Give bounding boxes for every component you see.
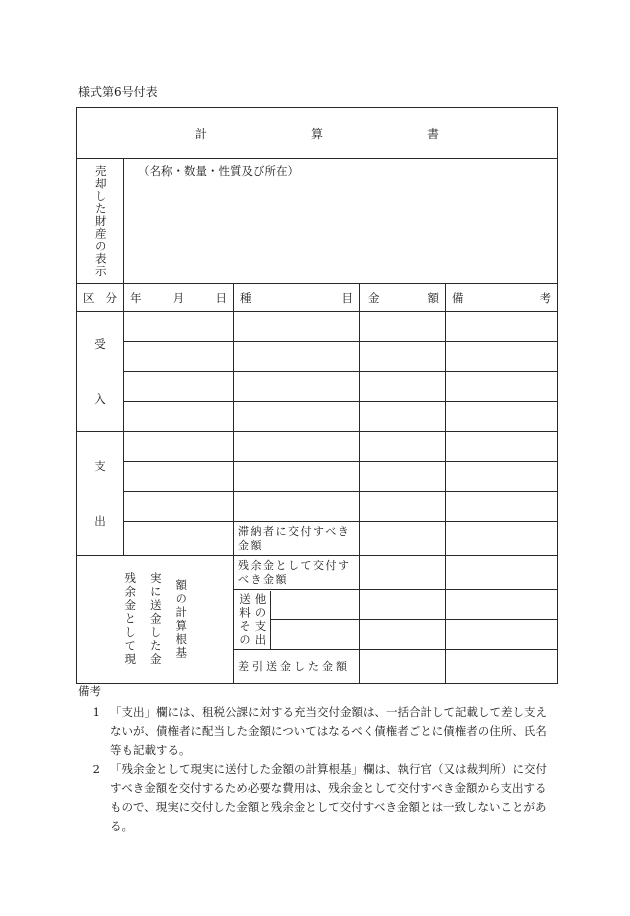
note-number: 2 <box>92 762 100 776</box>
header-date: 年 月 日 <box>124 284 234 312</box>
income-date-cell[interactable] <box>124 342 234 372</box>
income-remarks-cell[interactable] <box>446 402 558 432</box>
income-date-cell[interactable] <box>124 312 234 342</box>
net-amount-cell[interactable] <box>360 650 446 684</box>
expense-date-cell[interactable] <box>124 522 234 556</box>
title-char-2: 算 <box>311 126 324 141</box>
note-text: 「支出」欄には、租税公課に対する充当交付金額は、一括合計して記載して差し支えないが、債権者に配当した金額についてはなるべく債権者ごとに債権者の住所、氏名等も記載する。 <box>110 705 547 757</box>
income-remarks-cell[interactable] <box>446 372 558 402</box>
header-amount: 金 額 <box>360 284 446 312</box>
income-item-cell[interactable] <box>234 342 360 372</box>
surplus-remarks-cell[interactable] <box>446 556 558 590</box>
fee-remarks-cell-1[interactable] <box>446 590 558 620</box>
expense-item-cell[interactable] <box>234 492 360 522</box>
expense-row <box>77 492 558 522</box>
surplus-amount-cell[interactable] <box>360 556 446 590</box>
notes-section <box>78 682 558 836</box>
income-label-cell <box>77 312 124 432</box>
net-amount-label: 差引送金した金額 <box>234 650 360 684</box>
expense-row <box>77 432 558 462</box>
fee-item-cell-2[interactable] <box>271 620 359 649</box>
income-item-cell[interactable] <box>234 402 360 432</box>
expense-label-char-2: 出 <box>94 514 106 528</box>
expense-row-delinquent <box>77 522 558 556</box>
expense-row <box>77 462 558 492</box>
surplus-amount-label: 残余金として交付すべき金額 <box>234 556 360 590</box>
fee-item-cell-1[interactable] <box>271 591 359 621</box>
property-label-cell <box>77 159 124 284</box>
income-date-cell[interactable] <box>124 372 234 402</box>
fee-label-cell <box>234 590 360 650</box>
delinquent-amount-label: 滞納者に交付すべき金額 <box>234 522 360 556</box>
expense-date-cell[interactable] <box>124 462 234 492</box>
property-description-hint: （名称・数量・性質及び所在） <box>138 164 299 178</box>
property-label: 売却した財産の表示 <box>93 165 108 278</box>
income-remarks-cell[interactable] <box>446 342 558 372</box>
income-row <box>77 312 558 342</box>
basis-row-surplus <box>77 556 558 590</box>
form-number-label: 様式第6号付表 <box>78 85 158 99</box>
fee-label-col1: 送料その <box>238 592 252 647</box>
income-amount-cell[interactable] <box>360 372 446 402</box>
expense-item-cell[interactable] <box>234 432 360 462</box>
fee-label-col2: 他の支出 <box>253 592 268 647</box>
notes-heading: 備考 <box>78 684 101 698</box>
income-amount-cell[interactable] <box>360 402 446 432</box>
header-item: 種 目 <box>234 284 360 312</box>
income-row <box>77 402 558 432</box>
income-amount-cell[interactable] <box>360 312 446 342</box>
delinquent-amount-cell[interactable] <box>360 522 446 556</box>
document-title <box>77 108 558 159</box>
expense-amount-cell[interactable] <box>360 492 446 522</box>
expense-date-cell[interactable] <box>124 432 234 462</box>
basis-label-col1: 残余金として現 <box>123 572 138 667</box>
basis-label-col2: 実に送金した金 <box>148 572 163 667</box>
income-row <box>77 372 558 402</box>
expense-remarks-cell[interactable] <box>446 462 558 492</box>
fee-remarks-cell-2[interactable] <box>446 620 558 650</box>
expense-item-cell[interactable] <box>234 462 360 492</box>
title-char-1: 計 <box>195 126 208 141</box>
expense-amount-cell[interactable] <box>360 462 446 492</box>
note-number: 1 <box>92 705 100 719</box>
income-item-cell[interactable] <box>234 312 360 342</box>
property-description-cell[interactable] <box>124 159 558 284</box>
header-kubun: 区 分 <box>77 284 124 312</box>
note-item-2 <box>78 760 558 836</box>
expense-label-char-1: 支 <box>94 459 106 473</box>
title-char-3: 書 <box>427 126 440 141</box>
income-label-char-2: 入 <box>94 392 106 406</box>
fee-amount-cell-1[interactable] <box>360 590 446 620</box>
note-text: 「残余金として現実に送付した金額の計算根基」欄は、執行官（又は裁判所）に交付すべき金額を交付するため必要な費用は、残余金として交付すべき金額から支出するもので、現実に交付した金額と残余金として交付すべき金額とは一致しないことがある。 <box>110 762 547 833</box>
net-remarks-cell[interactable] <box>446 650 558 684</box>
basis-label-cell <box>77 556 234 684</box>
header-remarks: 備 考 <box>446 284 558 312</box>
income-label-char-1: 受 <box>94 337 106 351</box>
expense-label-cell <box>77 432 124 556</box>
calculation-table <box>76 107 558 684</box>
expense-remarks-cell[interactable] <box>446 432 558 462</box>
income-remarks-cell[interactable] <box>446 312 558 342</box>
income-item-cell[interactable] <box>234 372 360 402</box>
income-amount-cell[interactable] <box>360 342 446 372</box>
income-date-cell[interactable] <box>124 402 234 432</box>
income-row <box>77 342 558 372</box>
fee-amount-cell-2[interactable] <box>360 620 446 650</box>
header-row <box>77 284 558 312</box>
expense-remarks-cell[interactable] <box>446 492 558 522</box>
expense-date-cell[interactable] <box>124 492 234 522</box>
basis-label-col3: 額の計算根基 <box>174 578 189 660</box>
note-item-1 <box>78 703 558 760</box>
expense-amount-cell[interactable] <box>360 432 446 462</box>
delinquent-remarks-cell[interactable] <box>446 522 558 556</box>
